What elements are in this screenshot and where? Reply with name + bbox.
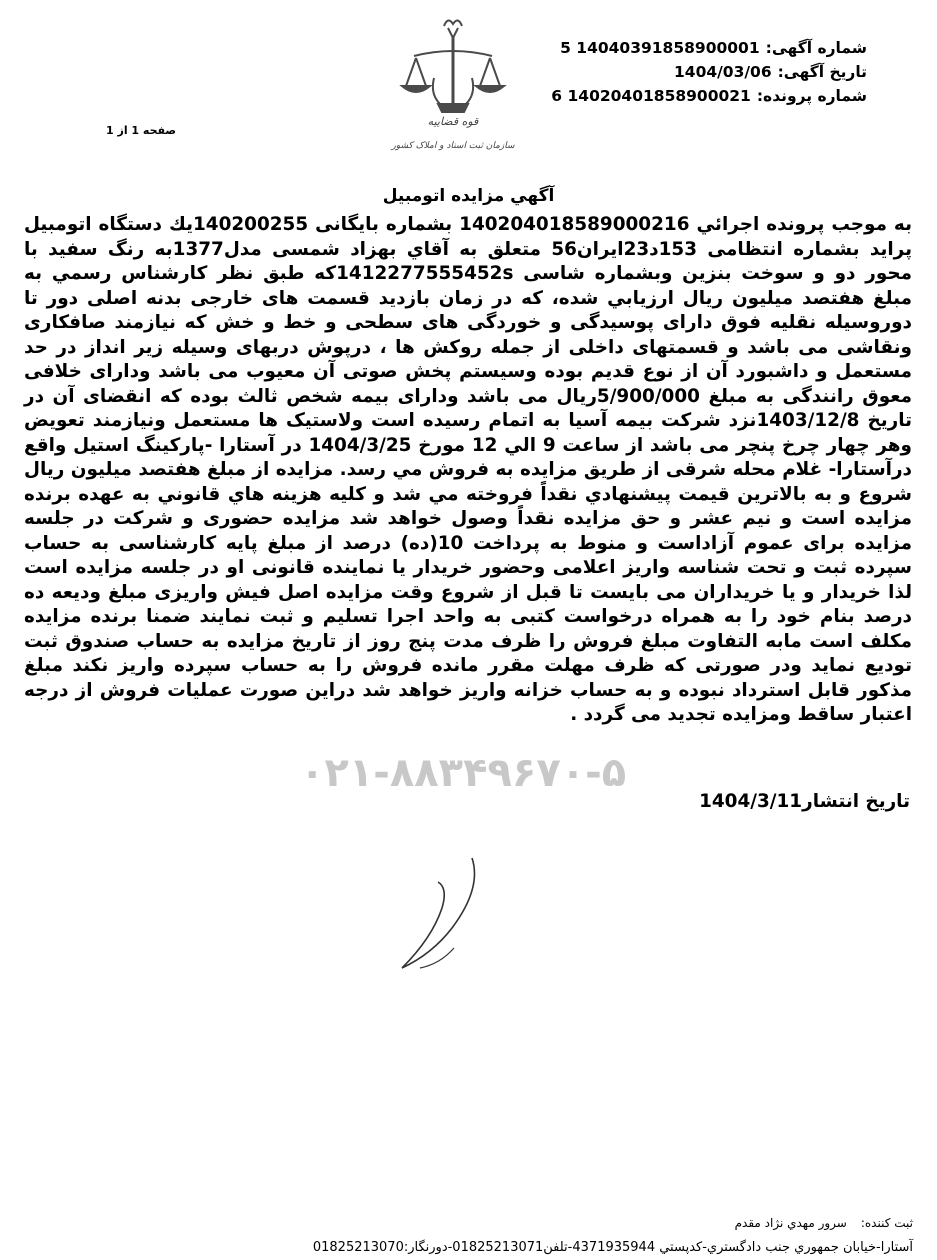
page-indicator: صفحه 1 از 1 [106, 124, 177, 137]
notice-meta [551, 36, 867, 108]
case-number: 14020401858900021 6 [551, 87, 751, 105]
judiciary-emblem-icon [378, 8, 528, 158]
notice-date: 1404/03/06 [674, 63, 772, 81]
notice-number-row [551, 36, 867, 60]
document-title: آگهي مزايده اتومبيل [382, 186, 555, 206]
notice-number-label: شماره آگهی: [765, 39, 867, 57]
office-address: آستارا-خيابان جمهوري جنب دادگستري-كدپستي 4371935944-تلفن01825213071-دورنگار:01825213070 [312, 1240, 913, 1255]
document-body [24, 213, 912, 728]
publication-date: تاريخ انتشار1404/3/11 [699, 791, 910, 812]
case-number-row [551, 84, 867, 108]
signature-icon [360, 850, 510, 1000]
emblem-registry-text: سازمان ثبت اسناد و املاک کشور [391, 141, 515, 151]
case-number-label: شماره پرونده: [756, 87, 867, 105]
notice-number: 14040391858900001 5 [560, 39, 760, 57]
notice-date-label: تاریخ آگهی: [777, 63, 867, 81]
registrar-name: سرور مهدي نژاد مقدم [734, 1216, 847, 1230]
notice-date-row [551, 60, 867, 84]
body-paragraph: به موجب پرونده اجرائي 140204018589000216 بشماره بايگانی 140200255يك دستگاه اتومبيل پرايد بشماره انتظامی 153د23ايران56 متعلق به آقاي بهزاد شمسی مدل1377به رنگ سفيد با محور دو و سوخت بنزين وبشماره شاسی 1412277555452sكه طبق نظر كارشناس رسمي به مبلغ هفتصد ميليون ريال ارزيابي شده، كه در زمان بازديد قسمت های خارجی بدنه اصلی دور تا دوروسيله نقليه فوق دارای پوسيدگی و خوردگی های سطحی و خط و خش كه نيازمند صافكاری ونقاشی می باشد و قسمتهای داخلی از جمله روكش ها ، درپوش دربهای وسيله زير انداز در حد مستعمل و داشبورد آن از نوع قديم بوده وسيستم پخش صوتی آن معيوب می باشد ودارای خلافی معوق رانندگی به مبلغ 5/900/000ريال می باشد ودارای بيمه شخص ثالث بوده كه انقضای آن در تاريخ 1403/12/8نزد شركت بيمه آسيا به اتمام رسيده است ولاستيک ها مستعمل ونيازمند تعويض وهر چهار چرخ پنچر می باشد از ساعت 9 الي 12 مورخ 1404/3/25 در آستارا -پاركينگ استيل واقع درآستارا- غلام محله شرقی از طريق مزايده به فروش مي رسد. مزايده از مبلغ هفتصد ميليون ريال شروع و به بالاترين قيمت پيشنهادي نقداً فروخته مي شد و كليه هزينه هاي قانوني به عهده برنده مزايده است و نيم عشر و حق مزايده نقداً وصول خواهد شد مزايده حضوری و شركت در جلسه مزايده برای عموم آزاداست و منوط به پرداخت 10(ده) درصد از مبلغ پايه كارشناسی به حساب سپرده ثبت و تحت شناسه واريز اعلامی وحضور خريدار يا نماينده قانونی او در جلسه مزايده است لذا خريدار و يا خريداران می بايست تا قبل از شروع وقت مزايده اصل فيش واريزی مبلغ وديعه ده درصد بنام خود را به همراه درخواست كتبی به واحد اجرا تسليم و ثبت نمايند ضمنا برنده مزايده مكلف است مابه التفاوت مبلغ فروش را ظرف مدت پنج روز از تاريخ مزايده به حساب صندوق ثبت توديع نمايد ودر صورتی كه ظرف مهلت مقرر مانده فروش را به حساب سپرده واريز نكند مبلغ مذكور قابل استرداد نبوده و به حساب خزانه واريز خواهد شد دراين صورت عمليات فروش از درجه اعتبار ساقط ومزايده تجديد می گردد . [24, 214, 913, 725]
watermark-phone: ۰۲۱-۸۸۳۴۹۶۷۰-۵ [300, 750, 627, 796]
registrar [735, 1216, 913, 1230]
emblem-judiciary-text: قوه قضاییه [427, 115, 479, 128]
registrar-label: ثبت كننده: [860, 1216, 913, 1230]
